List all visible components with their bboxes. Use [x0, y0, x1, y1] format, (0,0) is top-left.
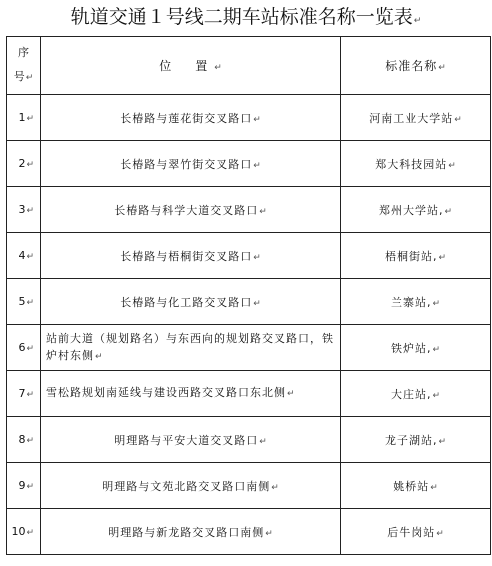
- paragraph-mark-icon: ↵: [95, 351, 104, 362]
- row-location: 站前大道（规划路名）与东西向的规划路交叉路口，铁炉村东侧: [46, 331, 334, 362]
- row-location: 长椿路与翠竹街交叉路口: [120, 157, 253, 171]
- table-row: [7, 279, 491, 325]
- row-station-name: 郑大科技园站: [375, 157, 448, 171]
- paragraph-mark-icon: ↵: [26, 160, 34, 170]
- paragraph-mark-icon: ↵: [271, 482, 279, 493]
- table-row: [7, 371, 491, 417]
- row-station-name: 郑州大学站,: [378, 203, 444, 217]
- table-row: [7, 417, 491, 463]
- row-name-cell: [341, 463, 491, 509]
- station-table: [6, 36, 491, 555]
- row-number-cell: [7, 233, 41, 279]
- row-number: 9: [18, 479, 26, 492]
- row-location: 长椿路与莲花街交叉路口: [120, 111, 253, 125]
- table-header-row: [7, 37, 491, 95]
- row-station-name: 姚桥站: [393, 479, 430, 493]
- paragraph-mark-icon: ↵: [448, 160, 456, 171]
- row-station-name: 河南工业大学站: [369, 111, 454, 125]
- table-row: [7, 463, 491, 509]
- paragraph-mark-icon: ↵: [413, 16, 422, 26]
- paragraph-mark-icon: ↵: [444, 206, 453, 217]
- row-location: 长椿路与梧桐街交叉路口: [120, 249, 253, 263]
- header-location-label: 位 置: [159, 59, 214, 73]
- row-location-cell: [41, 141, 341, 187]
- paragraph-mark-icon: ↵: [26, 344, 34, 354]
- row-location-cell: [41, 371, 341, 417]
- row-number: 4: [18, 249, 26, 262]
- paragraph-mark-icon: ↵: [432, 390, 441, 401]
- paragraph-mark-icon: ↵: [430, 482, 438, 493]
- header-name-cell: [341, 37, 491, 95]
- row-location: 明理路与新龙路交叉路口南侧: [108, 525, 265, 539]
- header-number-line1: 序: [18, 46, 29, 59]
- row-location-cell: [41, 279, 341, 325]
- row-location: 长椿路与科学大道交叉路口: [114, 203, 259, 217]
- row-number: 1: [18, 111, 26, 124]
- paragraph-mark-icon: ↵: [454, 114, 462, 125]
- row-station-name: 龙子湖站,: [384, 433, 438, 447]
- row-station-name: 铁炉站,: [390, 341, 432, 355]
- paragraph-mark-icon: ↵: [26, 298, 34, 308]
- row-location-cell: [41, 325, 341, 371]
- paragraph-mark-icon: ↵: [438, 252, 447, 263]
- header-number-line2: 号: [13, 70, 25, 83]
- row-number-cell: [7, 279, 41, 325]
- paragraph-mark-icon: ↵: [259, 206, 267, 217]
- paragraph-mark-icon: ↵: [253, 298, 261, 309]
- row-number-cell: [7, 371, 41, 417]
- row-number: 3: [18, 203, 26, 216]
- paragraph-mark-icon: ↵: [432, 344, 441, 355]
- row-name-cell: [341, 325, 491, 371]
- paragraph-mark-icon: ↵: [26, 206, 34, 216]
- row-name-cell: [341, 371, 491, 417]
- paragraph-mark-icon: ↵: [259, 436, 267, 447]
- row-number-cell: [7, 417, 41, 463]
- row-number-cell: [7, 463, 41, 509]
- table-row: [7, 509, 491, 555]
- header-name-label: 标准名称: [385, 59, 438, 73]
- row-station-name: 大庄站,: [390, 387, 432, 401]
- row-name-cell: [341, 417, 491, 463]
- row-name-cell: [341, 279, 491, 325]
- row-location: 雪松路规划南延线与建设西路交叉路口东北侧: [46, 386, 286, 399]
- row-name-cell: [341, 95, 491, 141]
- row-number-cell: [7, 187, 41, 233]
- row-location: 明理路与平安大道交叉路口: [114, 433, 259, 447]
- row-number: 10: [11, 525, 26, 538]
- paragraph-mark-icon: ↵: [26, 528, 34, 538]
- row-station-name: 兰寨站,: [390, 295, 432, 309]
- row-number: 2: [18, 157, 26, 170]
- document-title: [0, 2, 492, 32]
- document-title-text: 轨道交通１号线二期车站标准名称一览表: [70, 6, 413, 28]
- row-name-cell: [341, 187, 491, 233]
- table-row: [7, 325, 491, 371]
- paragraph-mark-icon: ↵: [253, 252, 261, 263]
- row-location-cell: [41, 463, 341, 509]
- paragraph-mark-icon: ↵: [26, 436, 34, 446]
- header-number-cell: [7, 37, 41, 95]
- paragraph-mark-icon: ↵: [253, 160, 261, 171]
- row-location: 明理路与文苑北路交叉路口南侧: [102, 479, 271, 493]
- row-name-cell: [341, 141, 491, 187]
- paragraph-mark-icon: ↵: [436, 528, 444, 539]
- paragraph-mark-icon: ↵: [25, 73, 34, 83]
- row-station-name: 梧桐街站,: [384, 249, 438, 263]
- row-number-cell: [7, 95, 41, 141]
- row-number: 5: [18, 295, 26, 308]
- table-row: [7, 141, 491, 187]
- table-row: [7, 95, 491, 141]
- paragraph-mark-icon: ↵: [265, 528, 273, 539]
- paragraph-mark-icon: ↵: [26, 252, 34, 262]
- row-location-cell: [41, 233, 341, 279]
- paragraph-mark-icon: ↵: [26, 482, 34, 492]
- row-station-name: 后牛岗站: [387, 525, 436, 539]
- row-name-cell: [341, 233, 491, 279]
- paragraph-mark-icon: ↵: [432, 298, 441, 309]
- paragraph-mark-icon: ↵: [287, 389, 296, 399]
- paragraph-mark-icon: ↵: [214, 63, 222, 73]
- row-location: 长椿路与化工路交叉路口: [120, 295, 253, 309]
- paragraph-mark-icon: ↵: [438, 63, 446, 73]
- row-number-cell: [7, 325, 41, 371]
- table-row: [7, 233, 491, 279]
- row-number-cell: [7, 141, 41, 187]
- row-location-cell: [41, 95, 341, 141]
- paragraph-mark-icon: ↵: [253, 114, 261, 125]
- paragraph-mark-icon: ↵: [26, 114, 34, 124]
- row-number: 6: [18, 341, 26, 354]
- paragraph-mark-icon: ↵: [438, 436, 447, 447]
- table-row: [7, 187, 491, 233]
- paragraph-mark-icon: ↵: [26, 390, 34, 400]
- row-location-cell: [41, 509, 341, 555]
- row-location-cell: [41, 187, 341, 233]
- row-number: 8: [18, 433, 26, 446]
- row-number-cell: [7, 509, 41, 555]
- row-location-cell: [41, 417, 341, 463]
- header-location-cell: [41, 37, 341, 95]
- row-number: 7: [18, 387, 26, 400]
- row-name-cell: [341, 509, 491, 555]
